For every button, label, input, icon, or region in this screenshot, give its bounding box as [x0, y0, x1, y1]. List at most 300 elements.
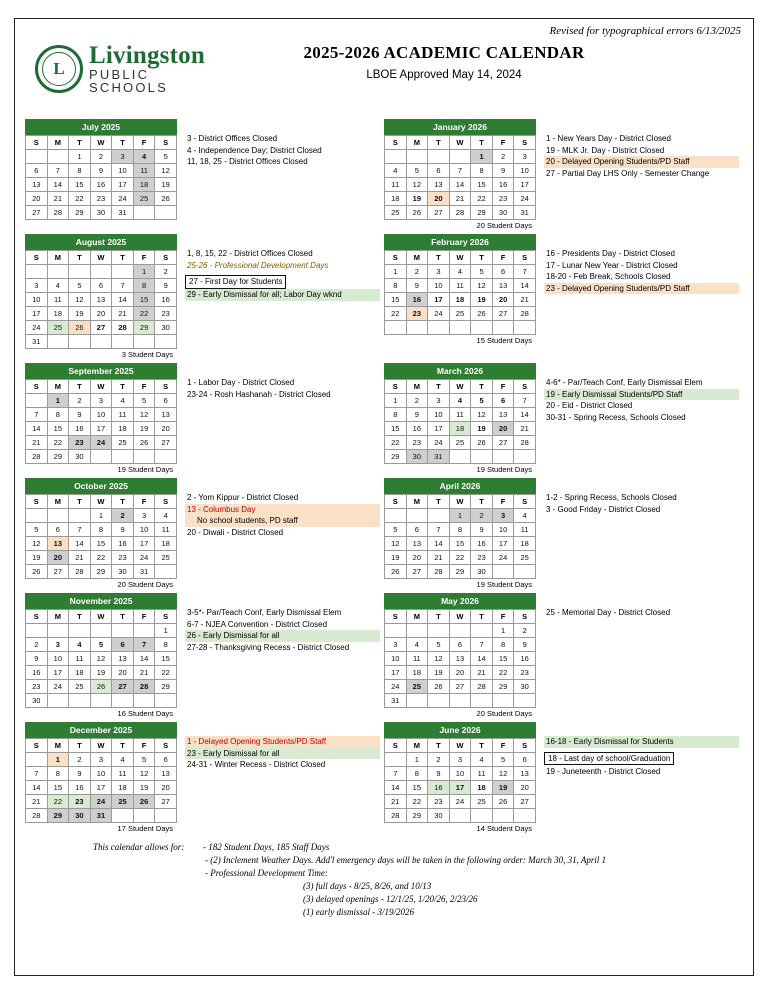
dow-2: T [428, 380, 450, 394]
dow-header-row [26, 739, 177, 753]
day-cell: 8 [406, 767, 428, 781]
day-cell: 31 [26, 335, 48, 349]
day-cell: 25 [514, 551, 536, 565]
week-row [385, 523, 536, 537]
day-cell: 5 [26, 523, 48, 537]
student-days-count: 20 Student Days [117, 580, 173, 589]
day-cell: 20 [155, 781, 177, 795]
day-cell [492, 565, 514, 579]
day-cell: 22 [155, 666, 177, 680]
week-row [26, 436, 177, 450]
day-cell: 1 [133, 265, 155, 279]
day-cell: 14 [26, 422, 48, 436]
day-cell: 5 [155, 150, 177, 164]
revised-note: Revised for typographical errors 6/13/2025 [549, 25, 741, 37]
footer-line-0: - 182 Student Days, 185 Staff Days [203, 842, 330, 852]
day-cell: 24 [90, 436, 112, 450]
day-cell [90, 450, 112, 464]
dow-6: S [514, 610, 536, 624]
day-cell: 15 [47, 422, 69, 436]
month-cell [384, 119, 743, 230]
seal-letter: L [53, 58, 65, 78]
dow-header-row [385, 610, 536, 624]
day-cell: 10 [47, 652, 69, 666]
day-cell: 23 [90, 192, 112, 206]
day-cell: 29 [471, 206, 493, 220]
day-cell: 10 [514, 164, 536, 178]
week-row [385, 680, 536, 694]
day-cell: 19 [385, 551, 407, 565]
day-cell: 7 [26, 408, 48, 422]
month-note: 19 - Juneteenth - District Closed [546, 766, 661, 776]
student-days-count: 16 Student Days [117, 709, 173, 718]
day-cell: 29 [385, 450, 407, 464]
dow-6: S [514, 739, 536, 753]
day-cell: 11 [112, 767, 134, 781]
day-cell [90, 335, 112, 349]
day-cell: 25 [406, 680, 428, 694]
day-cell: 2 [406, 265, 428, 279]
month-note: 27 - First Day for Students [185, 275, 286, 289]
week-row [385, 694, 536, 708]
day-cell: 29 [90, 565, 112, 579]
student-days-count: 17 Student Days [117, 824, 173, 833]
day-cell: 15 [47, 781, 69, 795]
dow-1: M [47, 610, 69, 624]
month-title: February 2026 [384, 234, 536, 250]
month-grid [25, 135, 177, 220]
month-grid [25, 609, 177, 708]
week-row [385, 150, 536, 164]
day-cell: 13 [406, 537, 428, 551]
day-cell: 8 [90, 523, 112, 537]
day-cell: 22 [492, 666, 514, 680]
week-row [385, 565, 536, 579]
day-cell: 2 [406, 394, 428, 408]
day-cell: 13 [26, 178, 48, 192]
student-days-count: 19 Student Days [476, 580, 532, 589]
day-cell: 20 [406, 551, 428, 565]
day-cell: 27 [155, 436, 177, 450]
day-cell: 17 [47, 666, 69, 680]
day-cell: 31 [428, 450, 450, 464]
week-row [26, 523, 177, 537]
month-note: 1, 8, 15, 22 - District Offices Closed [187, 249, 313, 258]
months-grid [25, 119, 743, 833]
day-cell [69, 694, 91, 708]
day-cell: 2 [69, 394, 91, 408]
day-cell: 16 [471, 537, 493, 551]
month-grid [384, 738, 536, 823]
dow-2: T [69, 136, 91, 150]
day-cell: 14 [112, 293, 134, 307]
day-cell: 15 [385, 422, 407, 436]
month-note: 23 - Delayed Opening Students/PD Staff [544, 283, 739, 295]
month-note: 1-2 - Spring Recess, Schools Closed [546, 493, 677, 502]
day-cell: 23 [406, 436, 428, 450]
day-cell: 26 [155, 192, 177, 206]
day-cell: 21 [26, 436, 48, 450]
day-cell [406, 694, 428, 708]
dow-5: F [133, 251, 155, 265]
day-cell [133, 624, 155, 638]
week-row [26, 394, 177, 408]
day-cell: 27 [514, 795, 536, 809]
month-note: 6-7 - NJEA Convention - District Closed [187, 619, 328, 629]
month-note: 20 - Delayed Opening Students/PD Staff [544, 156, 739, 168]
day-cell: 30 [69, 450, 91, 464]
dow-3: W [90, 251, 112, 265]
day-cell: 7 [26, 767, 48, 781]
calendar-october-2025 [25, 478, 177, 589]
day-cell [449, 321, 471, 335]
day-cell: 1 [69, 150, 91, 164]
day-cell [112, 809, 134, 823]
day-cell: 10 [492, 523, 514, 537]
month-note: 25 - Memorial Day - District Closed [546, 608, 671, 617]
day-cell [90, 265, 112, 279]
day-cell: 2 [492, 150, 514, 164]
day-cell: 10 [90, 767, 112, 781]
week-row [26, 509, 177, 523]
day-cell: 25 [385, 206, 407, 220]
day-cell: 17 [428, 293, 450, 307]
day-cell [155, 450, 177, 464]
day-cell [428, 509, 450, 523]
title-block [185, 43, 743, 81]
day-cell: 24 [514, 192, 536, 206]
month-notes [177, 363, 380, 474]
day-cell: 24 [90, 795, 112, 809]
day-cell: 23 [514, 666, 536, 680]
dow-1: M [406, 610, 428, 624]
day-cell [112, 624, 134, 638]
day-cell: 19 [471, 422, 493, 436]
day-cell: 3 [90, 753, 112, 767]
dow-header-row [385, 136, 536, 150]
day-cell [385, 509, 407, 523]
dow-6: S [155, 380, 177, 394]
day-cell: 12 [406, 178, 428, 192]
day-cell: 30 [514, 680, 536, 694]
month-grid [384, 250, 536, 335]
month-note: 1 - Delayed Opening Students/PD Staff [185, 736, 380, 748]
dow-3: W [449, 251, 471, 265]
month-grid [384, 135, 536, 220]
day-cell: 21 [449, 192, 471, 206]
day-cell: 6 [406, 523, 428, 537]
month-note: 3 - Good Friday - District Closed [546, 504, 661, 514]
day-cell: 25 [449, 307, 471, 321]
footer-pd-1: (3) delayed openings - 12/1/25, 1/20/26, 2/23/26 [303, 894, 478, 904]
day-cell [47, 265, 69, 279]
month-title: September 2025 [25, 363, 177, 379]
day-cell: 4 [112, 753, 134, 767]
dow-4: T [112, 739, 134, 753]
day-cell: 23 [406, 307, 428, 321]
dow-5: F [133, 610, 155, 624]
day-cell: 15 [471, 178, 493, 192]
day-cell: 29 [47, 809, 69, 823]
day-cell: 25 [471, 795, 493, 809]
day-cell: 17 [133, 537, 155, 551]
day-cell: 18 [133, 178, 155, 192]
day-cell: 1 [449, 509, 471, 523]
week-row [26, 265, 177, 279]
dow-4: T [112, 380, 134, 394]
day-cell: 27 [492, 436, 514, 450]
day-cell: 4 [155, 509, 177, 523]
month-note: 24-31 - Winter Recess - District Closed [187, 760, 326, 769]
calendar-may-2026 [384, 593, 536, 718]
student-days-count: 20 Student Days [476, 709, 532, 718]
day-cell: 28 [514, 307, 536, 321]
day-cell: 2 [428, 753, 450, 767]
day-cell: 9 [406, 279, 428, 293]
day-cell: 15 [133, 293, 155, 307]
day-cell: 5 [471, 265, 493, 279]
student-days-count: 20 Student Days [476, 221, 532, 230]
day-cell: 4 [514, 509, 536, 523]
day-cell [90, 694, 112, 708]
seal-icon [35, 45, 83, 93]
day-cell: 14 [26, 781, 48, 795]
day-cell: 21 [26, 795, 48, 809]
dow-0: S [385, 610, 407, 624]
day-cell: 11 [47, 293, 69, 307]
day-cell: 18 [514, 537, 536, 551]
dow-0: S [26, 380, 48, 394]
week-row [385, 537, 536, 551]
footer-pd-0: (3) full days - 8/25, 8/26, and 10/13 [303, 881, 432, 891]
week-row [385, 809, 536, 823]
day-cell [133, 450, 155, 464]
day-cell: 17 [90, 422, 112, 436]
week-row [26, 192, 177, 206]
day-cell: 2 [471, 509, 493, 523]
day-cell: 11 [385, 178, 407, 192]
month-grid [384, 379, 536, 464]
student-days-count: 19 Student Days [476, 465, 532, 474]
day-cell: 31 [112, 206, 134, 220]
day-cell: 26 [471, 436, 493, 450]
day-cell [471, 624, 493, 638]
week-row [26, 551, 177, 565]
month-cell [25, 593, 384, 718]
month-note: 17 - Lunar New Year - District Closed [546, 260, 678, 270]
day-cell: 16 [26, 666, 48, 680]
day-cell: 19 [133, 781, 155, 795]
day-cell: 14 [47, 178, 69, 192]
dow-header-row [26, 495, 177, 509]
month-row [25, 478, 743, 589]
day-cell: 9 [90, 164, 112, 178]
week-row [26, 321, 177, 335]
day-cell: 23 [492, 192, 514, 206]
day-cell: 6 [155, 753, 177, 767]
day-cell: 22 [385, 436, 407, 450]
dow-1: M [406, 136, 428, 150]
week-row [26, 694, 177, 708]
day-cell [385, 150, 407, 164]
calendar-april-2026 [384, 478, 536, 589]
dow-0: S [385, 739, 407, 753]
day-cell: 7 [514, 394, 536, 408]
dow-0: S [26, 495, 48, 509]
day-cell: 25 [112, 795, 134, 809]
day-cell: 6 [492, 394, 514, 408]
day-cell: 25 [155, 551, 177, 565]
day-cell: 29 [133, 321, 155, 335]
day-cell: 30 [406, 450, 428, 464]
month-notes [177, 478, 380, 589]
day-cell: 6 [492, 265, 514, 279]
month-title: August 2025 [25, 234, 177, 250]
day-cell [385, 624, 407, 638]
day-cell: 26 [406, 206, 428, 220]
day-cell: 17 [492, 537, 514, 551]
day-cell: 11 [449, 279, 471, 293]
day-cell: 22 [406, 795, 428, 809]
month-note: 23-24 - Rosh Hashanah - District Closed [187, 389, 331, 399]
week-row [385, 551, 536, 565]
day-cell [133, 335, 155, 349]
day-cell: 18 [449, 422, 471, 436]
month-notes [177, 593, 380, 718]
day-cell: 15 [155, 652, 177, 666]
day-cell: 26 [385, 565, 407, 579]
day-cell: 4 [406, 638, 428, 652]
day-cell: 4 [471, 753, 493, 767]
day-cell: 20 [26, 192, 48, 206]
day-cell: 8 [492, 638, 514, 652]
dow-5: F [492, 495, 514, 509]
month-title: March 2026 [384, 363, 536, 379]
day-cell: 28 [26, 809, 48, 823]
day-cell: 6 [428, 164, 450, 178]
day-cell: 12 [385, 537, 407, 551]
week-row [26, 624, 177, 638]
month-notes [536, 119, 739, 230]
day-cell: 1 [155, 624, 177, 638]
week-row [385, 408, 536, 422]
month-notes [177, 722, 380, 833]
day-cell: 20 [428, 192, 450, 206]
day-cell: 11 [69, 652, 91, 666]
dow-4: T [112, 136, 134, 150]
month-grid [384, 609, 536, 708]
month-cell [25, 234, 384, 359]
month-cell [25, 478, 384, 589]
day-cell: 5 [428, 638, 450, 652]
dow-1: M [47, 251, 69, 265]
month-notes [536, 363, 739, 474]
day-cell: 22 [385, 307, 407, 321]
month-note: 2 - Yom Kippur - District Closed [187, 493, 299, 502]
month-row [25, 363, 743, 474]
month-cell [384, 593, 743, 718]
day-cell: 4 [112, 394, 134, 408]
week-row [26, 307, 177, 321]
day-cell: 24 [428, 436, 450, 450]
day-cell: 26 [69, 321, 91, 335]
day-cell: 3 [492, 509, 514, 523]
day-cell: 17 [449, 781, 471, 795]
dow-1: M [47, 495, 69, 509]
week-row [385, 509, 536, 523]
day-cell [26, 394, 48, 408]
week-row [385, 178, 536, 192]
dow-5: F [133, 739, 155, 753]
calendar-june-2026 [384, 722, 536, 833]
day-cell: 13 [492, 408, 514, 422]
week-row [26, 537, 177, 551]
dow-2: T [428, 251, 450, 265]
day-cell: 26 [471, 307, 493, 321]
day-cell: 18 [406, 666, 428, 680]
month-note: 4 - Independence Day; District Closed [187, 145, 322, 155]
month-note: 30-31 - Spring Recess, Schools Closed [546, 412, 686, 422]
week-row [385, 795, 536, 809]
day-cell: 14 [69, 537, 91, 551]
day-cell: 2 [90, 150, 112, 164]
day-cell: 18 [385, 192, 407, 206]
dow-3: W [90, 610, 112, 624]
day-cell: 21 [514, 293, 536, 307]
day-cell: 16 [428, 781, 450, 795]
month-note: 1 - Labor Day - District Closed [187, 378, 295, 387]
day-cell: 8 [385, 408, 407, 422]
day-cell: 25 [133, 192, 155, 206]
day-cell: 7 [385, 767, 407, 781]
dow-header-row [26, 136, 177, 150]
day-cell: 27 [26, 206, 48, 220]
day-cell: 2 [69, 753, 91, 767]
day-cell: 30 [69, 809, 91, 823]
dow-4: T [471, 610, 493, 624]
month-note: 16-18 - Early Dismissal for Students [544, 736, 739, 748]
day-cell [69, 624, 91, 638]
wordmark-line1: Livingston [89, 42, 205, 69]
day-cell: 5 [385, 523, 407, 537]
week-row [385, 624, 536, 638]
day-cell: 29 [155, 680, 177, 694]
day-cell: 18 [112, 781, 134, 795]
day-cell: 9 [492, 164, 514, 178]
day-cell [449, 694, 471, 708]
month-title: January 2026 [384, 119, 536, 135]
dow-1: M [406, 495, 428, 509]
day-cell: 18 [112, 422, 134, 436]
day-cell [133, 206, 155, 220]
month-note: 25-26 - Professional Development Days [187, 260, 329, 270]
day-cell: 13 [492, 279, 514, 293]
day-cell: 30 [471, 565, 493, 579]
dow-2: T [69, 380, 91, 394]
day-cell: 17 [385, 666, 407, 680]
day-cell [385, 753, 407, 767]
day-cell: 25 [449, 436, 471, 450]
dow-3: W [449, 380, 471, 394]
calendar-august-2025 [25, 234, 177, 359]
dow-6: S [514, 495, 536, 509]
day-cell: 29 [492, 680, 514, 694]
day-cell [155, 206, 177, 220]
day-cell: 5 [406, 164, 428, 178]
day-cell: 31 [90, 809, 112, 823]
day-cell: 20 [449, 666, 471, 680]
dow-2: T [428, 136, 450, 150]
